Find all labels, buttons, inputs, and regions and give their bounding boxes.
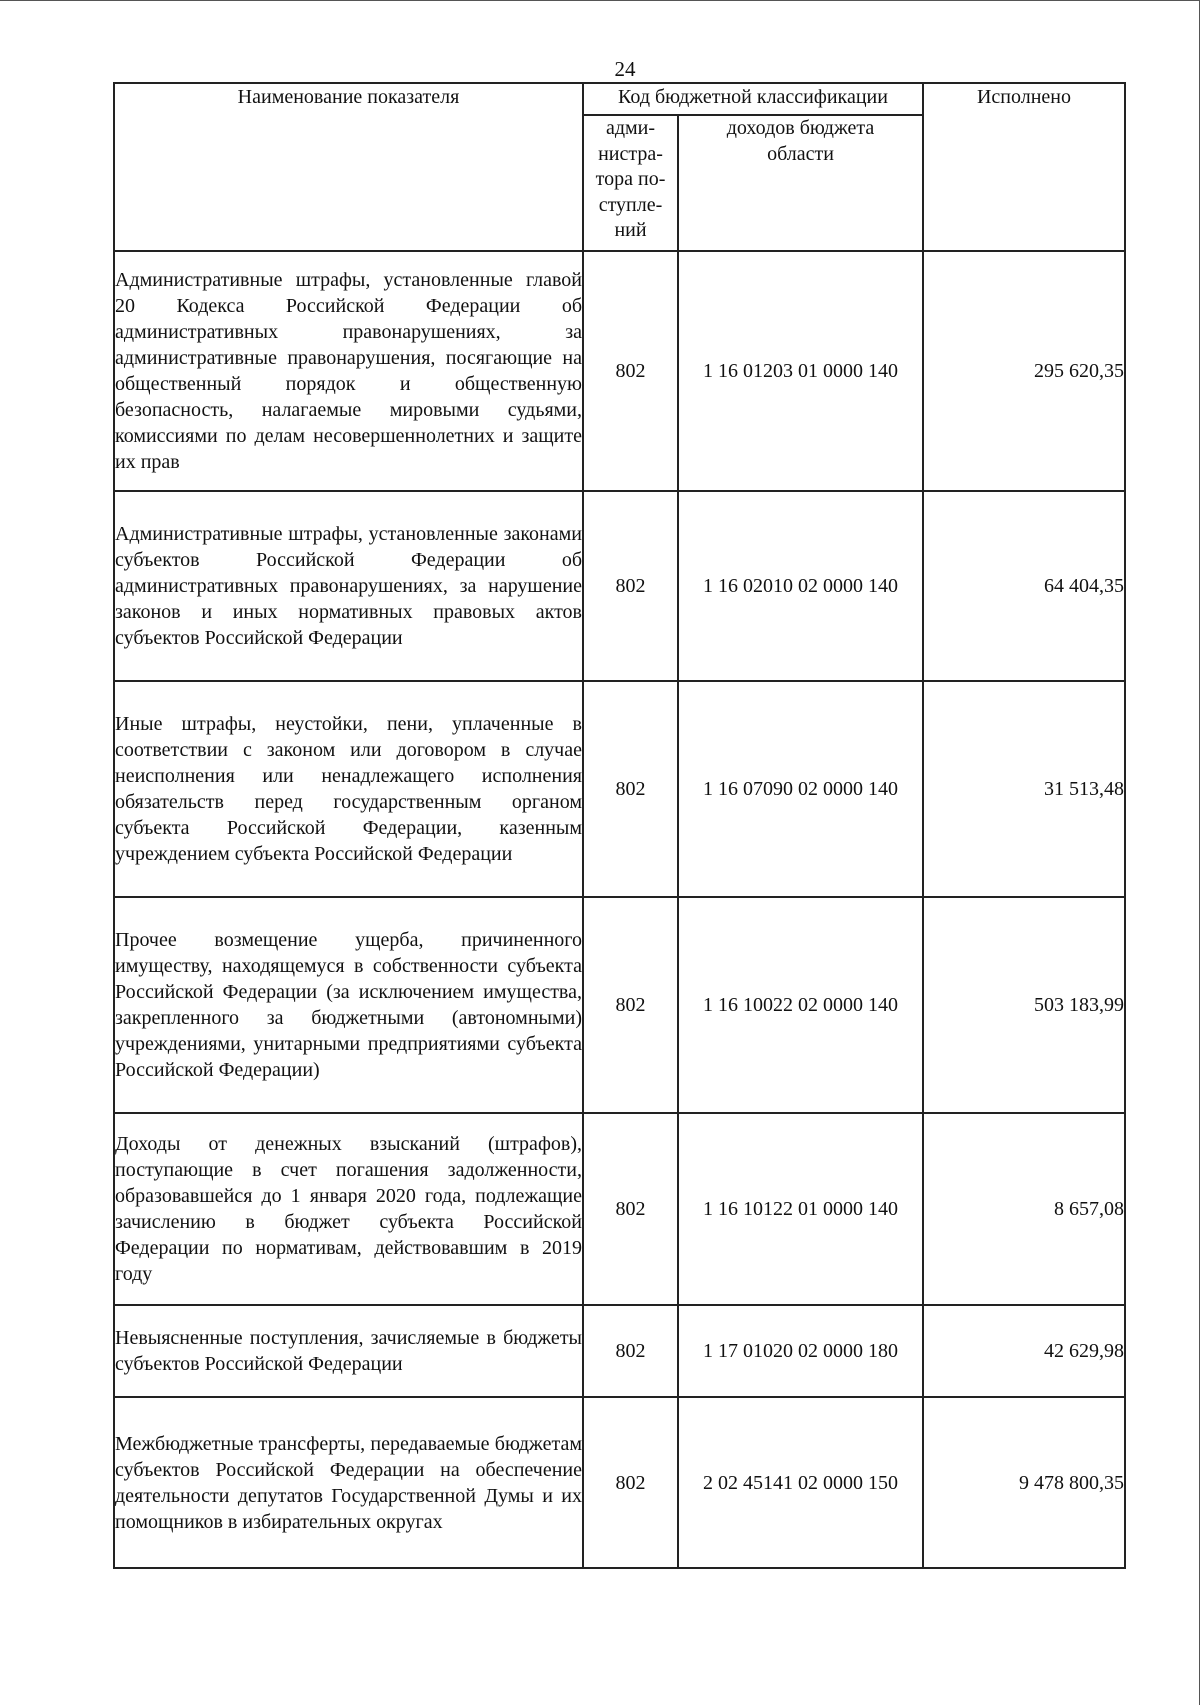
row-income-code: 1 16 07090 02 0000 140 (678, 681, 923, 897)
row-indicator-name (114, 251, 583, 491)
row-income-code: 1 16 01203 01 0000 140 (678, 251, 923, 491)
table-row (114, 1113, 1125, 1305)
table-row (114, 897, 1125, 1113)
row-indicator-name (114, 1397, 583, 1568)
header-executed: Исполнено (923, 83, 1125, 251)
row-executed-amount: 31 513,48 (923, 681, 1125, 897)
row-administrator-code: 802 (583, 1397, 678, 1568)
row-indicator-name (114, 681, 583, 897)
row-income-code: 1 16 02010 02 0000 140 (678, 491, 923, 681)
header-row-1 (114, 83, 1125, 115)
row-name-text: Межбюджетные трансферты, передаваемые бюджетам субъектов Российской Федерации на обеспечение деятельности депутатов Государственной Думы и их помощников в избирательных округах (115, 1432, 582, 1533)
row-name-text: Доходы от денежных взысканий (штрафов), поступающие в счет погашения задолженности, образовавшейся до 1 января 2020 года, подлежащие зачислению в бюджет субъекта Российской Федерации по нормативам, действовавшим в 2019 году (115, 1133, 582, 1285)
row-income-code: 1 17 01020 02 0000 180 (678, 1305, 923, 1397)
row-executed-amount: 8 657,08 (923, 1113, 1125, 1305)
row-executed-amount: 64 404,35 (923, 491, 1125, 681)
header-administrator (583, 115, 678, 251)
row-administrator-code: 802 (583, 681, 678, 897)
row-name-text: Административные штрафы, установленные главой 20 Кодекса Российской Федерации об административных правонарушениях, за административные правонарушения, посягающие на общественный порядок и общественную безопасность, налагаемые мировыми судьями, комиссиями по делам несовершеннолетних и защите их прав (115, 269, 582, 473)
row-administrator-code: 802 (583, 897, 678, 1113)
table-row (114, 1305, 1125, 1397)
header-budget-classification-code: Код бюджетной классификации (583, 83, 923, 115)
table-body (114, 251, 1125, 1568)
row-executed-amount: 9 478 800,35 (923, 1397, 1125, 1568)
row-executed-amount: 42 629,98 (923, 1305, 1125, 1397)
row-name-text: Административные штрафы, установленные законами субъектов Российской Федерации об административных правонарушениях, за нарушение законов и иных нормативных правовых актов субъектов Российской Федерации (115, 523, 582, 649)
page-number: 24 (614, 57, 636, 81)
table-row (114, 681, 1125, 897)
row-name-text: Невыясненные поступления, зачисляемые в бюджеты субъектов Российской Федерации (115, 1327, 582, 1375)
table-row (114, 251, 1125, 491)
row-executed-amount: 503 183,99 (923, 897, 1125, 1113)
row-administrator-code: 802 (583, 1305, 678, 1397)
row-income-code: 2 02 45141 02 0000 150 (678, 1397, 923, 1568)
row-income-code: 1 16 10022 02 0000 140 (678, 897, 923, 1113)
table-row (114, 491, 1125, 681)
table-row (114, 1397, 1125, 1568)
budget-income-table (113, 82, 1126, 1569)
row-name-text: Прочее возмещение ущерба, причиненного имуществу, находящемуся в собственности субъекта Российской Федерации (за исключением имущества, закрепленного за бюджетными (автономными) учреждениями, унитарными предприятиями субъекта Российской Федерации) (115, 929, 582, 1081)
row-name-text: Иные штрафы, неустойки, пени, уплаченные в соответствии с законом или договором в случае неисполнения или ненадлежащего исполнения обязательств перед государственным органом субъекта Российской Федерации, казенным учреждением субъекта Российской Федерации (115, 713, 582, 865)
row-indicator-name (114, 491, 583, 681)
row-administrator-code: 802 (583, 1113, 678, 1305)
header-indicator-name: Наименование показателя (114, 83, 583, 251)
row-income-code: 1 16 10122 01 0000 140 (678, 1113, 923, 1305)
row-administrator-code: 802 (583, 251, 678, 491)
row-administrator-code: 802 (583, 491, 678, 681)
header-regional-income-text: доходов бюджета области (726, 117, 875, 165)
row-indicator-name (114, 1113, 583, 1305)
header-regional-income (678, 115, 923, 251)
row-executed-amount: 295 620,35 (923, 251, 1125, 491)
row-indicator-name (114, 897, 583, 1113)
header-administrator-text: адми- нистра- тора по- ступле- ний (595, 117, 666, 241)
table-header (114, 83, 1125, 251)
row-indicator-name (114, 1305, 583, 1397)
